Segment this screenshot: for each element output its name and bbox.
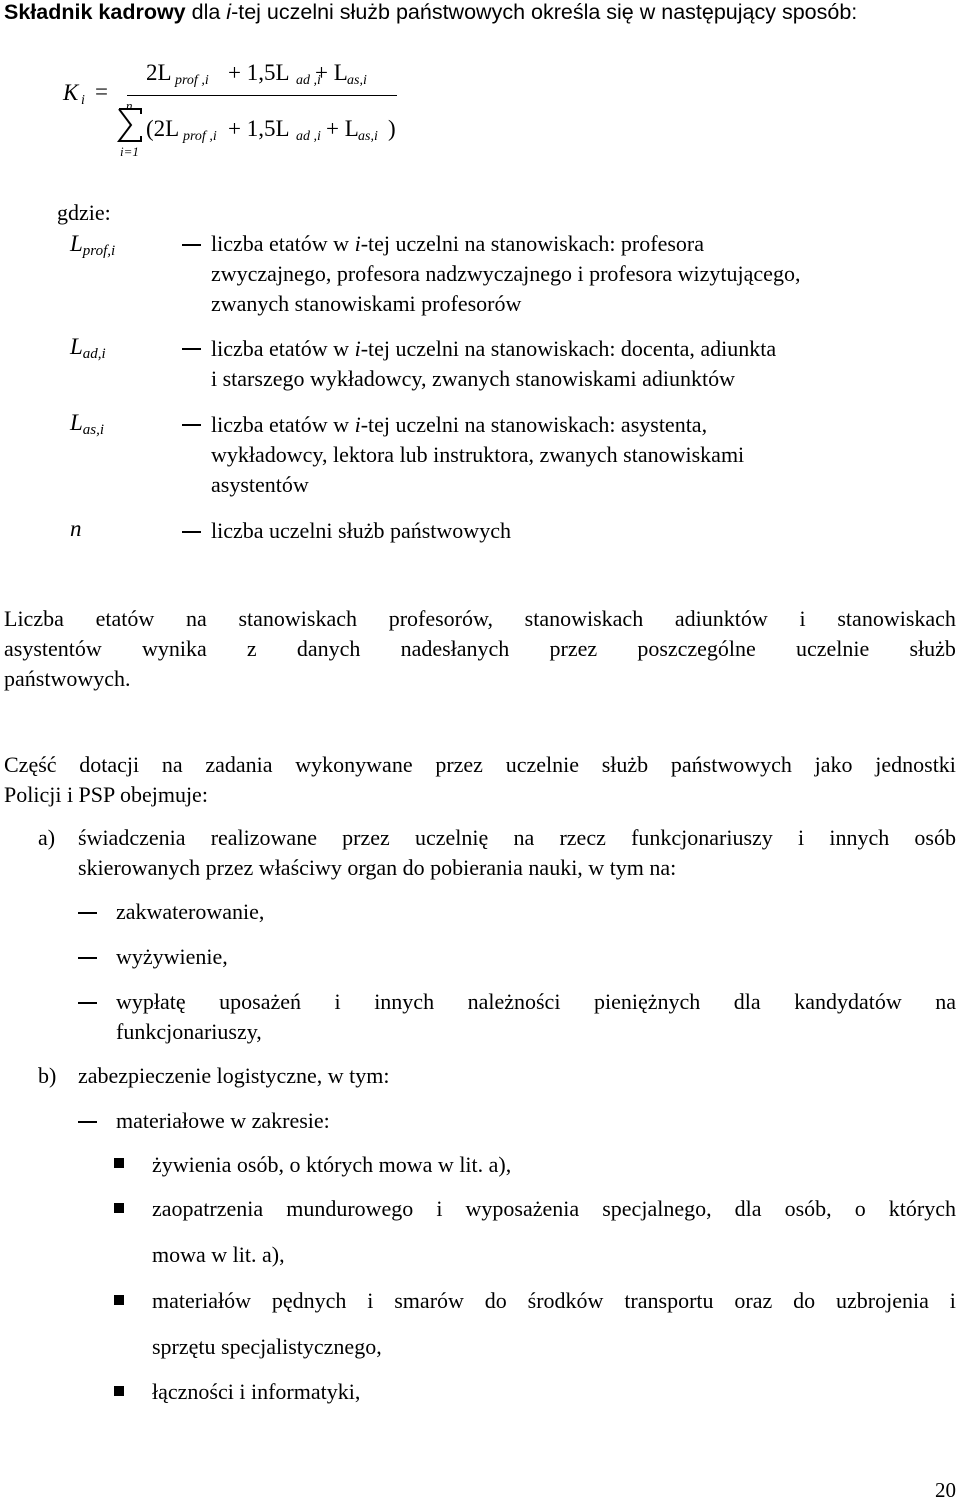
summation-sign — [117, 107, 143, 143]
word: jednostki — [875, 752, 956, 777]
word: środków — [527, 1288, 604, 1313]
word: zaopatrzenia — [152, 1196, 264, 1221]
sub-item-dash — [78, 1121, 97, 1123]
definition-dash — [182, 348, 201, 350]
word: wypłatę — [116, 989, 186, 1014]
word: specjalnego, — [602, 1196, 712, 1221]
word: do — [484, 1288, 507, 1313]
definition-term-as — [70, 410, 104, 436]
term-symbol: n — [70, 516, 82, 541]
formula-den-sub-ad: ad ,i — [296, 129, 321, 144]
square-bullet — [114, 1203, 124, 1213]
word: przez — [435, 752, 483, 777]
word: stanowiskach — [837, 606, 956, 631]
variable-i: i — [354, 231, 361, 256]
definition-line: asystentów — [211, 472, 309, 497]
word: stanowiskach — [238, 606, 357, 631]
word: z — [246, 636, 257, 661]
heading-bold: Składnik kadrowy — [4, 0, 186, 24]
word: na — [185, 606, 207, 631]
word: wykonywane — [295, 752, 413, 777]
square-bullet — [114, 1386, 124, 1396]
item-b-line-1: zabezpieczenie logistyczne, w tym: — [78, 1063, 390, 1088]
word: asystentów — [4, 636, 102, 661]
word: dotacji — [79, 752, 140, 777]
definition-text-ad — [211, 334, 931, 394]
word: adiunktów — [674, 606, 768, 631]
word: dla — [734, 1196, 762, 1221]
sub-item-salary-line-1 — [116, 987, 956, 1017]
word: funkcjonariuszy — [631, 825, 773, 850]
term-symbol: L — [70, 334, 83, 359]
word: których — [888, 1196, 956, 1221]
word: poszczególne — [637, 636, 756, 661]
word: służb — [909, 636, 956, 661]
formula-num-l: + L — [315, 60, 348, 85]
definition-term-prof — [70, 231, 115, 257]
word: uzbrojenia — [836, 1288, 929, 1313]
formula-num-2l: 2L — [146, 60, 172, 85]
word: etatów — [95, 606, 155, 631]
definition-line: liczba etatów w i-tej uczelni na stanowiskach: docenta, adiunkta — [211, 336, 777, 361]
definition-line: liczba uczelni służb państwowych — [211, 518, 511, 543]
bullet-feeding: żywienia osób, o których mowa w lit. a), — [152, 1152, 512, 1177]
definition-text-n — [211, 516, 931, 546]
term-subscript: prof,i — [82, 243, 116, 259]
bullet-uniforms-line-1 — [152, 1194, 956, 1224]
word: wyposażenia — [465, 1196, 580, 1221]
section-heading — [4, 0, 857, 25]
definition-line: liczba etatów w i-tej uczelni na stanowiskach: profesora — [211, 231, 704, 256]
sub-item-accommodation: zakwaterowanie, — [116, 899, 265, 924]
formula-num-sub-as: as,i — [347, 73, 367, 88]
word: państwowych — [670, 752, 792, 777]
fraction-bar — [127, 95, 397, 96]
term-subscript: ad,i — [82, 346, 106, 362]
term-symbol: L — [70, 231, 83, 256]
sub-item-dash — [78, 1002, 97, 1004]
sub-item-salary-line-2: funkcjonariuszy, — [116, 1019, 262, 1044]
heading-text-b: -tej uczelni służb państwowych określa się w następujący sposób: — [231, 0, 858, 24]
definition-term-n — [70, 516, 82, 542]
heading-text-a: dla — [185, 0, 227, 24]
word: na — [513, 825, 535, 850]
bullet-fuel-line-1 — [152, 1286, 956, 1316]
word: na — [935, 989, 956, 1014]
definition-line: liczba etatów w i-tej uczelni na stanowiskach: asystenta, — [211, 412, 708, 437]
sum-upper-limit: n — [126, 98, 133, 113]
definition-line: zwanych stanowiskami profesorów — [211, 291, 522, 316]
word: i — [436, 1196, 443, 1221]
word: uczelnię — [415, 825, 489, 850]
word: uczelnie — [505, 752, 579, 777]
word: realizowane — [210, 825, 317, 850]
square-bullet — [114, 1158, 124, 1168]
formula-den-15l: + 1,5L — [228, 116, 290, 141]
word: jako — [814, 752, 853, 777]
where-label: gdzie: — [57, 200, 111, 225]
sum-lower-limit: i=1 — [120, 144, 139, 159]
word: i — [799, 606, 806, 631]
definition-dash — [182, 424, 201, 426]
word: Liczba — [4, 606, 64, 631]
word: uposażeń — [219, 989, 302, 1014]
word: dla — [733, 989, 761, 1014]
word: rzecz — [559, 825, 606, 850]
formula-num-15l: + 1,5L — [228, 60, 290, 85]
paragraph-1-line-3: państwowych. — [4, 666, 131, 691]
word: Część — [4, 752, 57, 777]
word: do — [793, 1288, 816, 1313]
word: innych — [829, 825, 890, 850]
paragraph-1-line-1 — [4, 604, 956, 634]
word: pieniężnych — [593, 989, 701, 1014]
definition-line: zwyczajnego, profesora nadzwyczajnego i profesora wizytującego, — [211, 261, 801, 286]
word: stanowiskach — [524, 606, 644, 631]
sub-item-food: wyżywienie, — [116, 944, 228, 969]
formula-den-sub-as: as,i — [358, 129, 378, 144]
word: oraz — [734, 1288, 773, 1313]
definition-term-ad — [70, 334, 106, 360]
word: pędnych — [271, 1288, 347, 1313]
word: na — [161, 752, 183, 777]
formula-den-sub-prof: prof ,i — [183, 129, 217, 144]
word: i — [367, 1288, 374, 1313]
square-bullet — [114, 1295, 124, 1305]
item-a-line-1 — [78, 823, 956, 853]
word: zadania — [205, 752, 273, 777]
definition-line: i starszego wykładowcy, zwanych stanowiskami adiunktów — [211, 366, 736, 391]
formula — [0, 50, 420, 180]
variable-i: i — [354, 336, 361, 361]
word: materiałów — [152, 1288, 251, 1313]
word: służb — [601, 752, 649, 777]
formula-lhs: K — [63, 80, 79, 105]
formula-num-sub-prof: prof ,i — [175, 73, 209, 88]
formula-num-sub-ad: ad ,i — [296, 73, 321, 88]
definition-text-prof — [211, 229, 931, 319]
word: o — [854, 1196, 866, 1221]
word: przez — [342, 825, 390, 850]
term-subscript: as,i — [82, 422, 105, 438]
word: profesorów, — [388, 606, 493, 631]
word: nadesłanych — [400, 636, 510, 661]
sub-item-dash — [78, 957, 97, 959]
definition-dash — [182, 244, 201, 246]
word: smarów — [394, 1288, 464, 1313]
page-number: 20 — [935, 1478, 956, 1502]
word: mundurowego — [286, 1196, 414, 1221]
sub-item-materials: materiałowe w zakresie: — [116, 1108, 330, 1133]
word: i — [334, 989, 341, 1014]
word: transportu — [624, 1288, 714, 1313]
bullet-fuel-line-2: sprzętu specjalistycznego, — [152, 1334, 382, 1359]
word: osób — [914, 825, 956, 850]
formula-den-l: + L — [326, 116, 359, 141]
paragraph-2-line-1 — [4, 750, 956, 780]
item-a-marker: a) — [38, 825, 56, 850]
paragraph-1-line-2 — [4, 634, 956, 664]
definition-dash — [182, 531, 201, 533]
word: osób, — [784, 1196, 832, 1221]
formula-equals: = — [95, 79, 108, 104]
word: i — [949, 1288, 956, 1313]
term-symbol: L — [70, 410, 83, 435]
formula-lhs-sub: i — [81, 93, 85, 108]
word: danych — [296, 636, 361, 661]
bullet-uniforms-line-2: mowa w lit. a), — [152, 1242, 285, 1267]
heading-var: i — [226, 0, 232, 24]
formula-den-close: ) — [388, 116, 396, 141]
paragraph-2-line-2: Policji i PSP obejmuje: — [4, 782, 208, 807]
definition-text-as — [211, 410, 931, 500]
variable-i: i — [354, 412, 361, 437]
word: kandydatów — [794, 989, 902, 1014]
word: i — [798, 825, 805, 850]
item-a-line-2: skierowanych przez właściwy organ do pobierania nauki, w tym na: — [78, 855, 677, 880]
word: wynika — [141, 636, 207, 661]
item-b-marker: b) — [38, 1063, 57, 1088]
bullet-communications: łączności i informatyki, — [152, 1379, 361, 1404]
sub-item-dash — [78, 912, 97, 914]
word: świadczenia — [78, 825, 186, 850]
definition-line: wykładowcy, lektora lub instruktora, zwanych stanowiskami — [211, 442, 745, 467]
word: innych — [374, 989, 435, 1014]
word: należności — [467, 989, 561, 1014]
word: uczelnie — [796, 636, 870, 661]
word: przez — [549, 636, 598, 661]
formula-den-open: (2L — [146, 116, 180, 141]
